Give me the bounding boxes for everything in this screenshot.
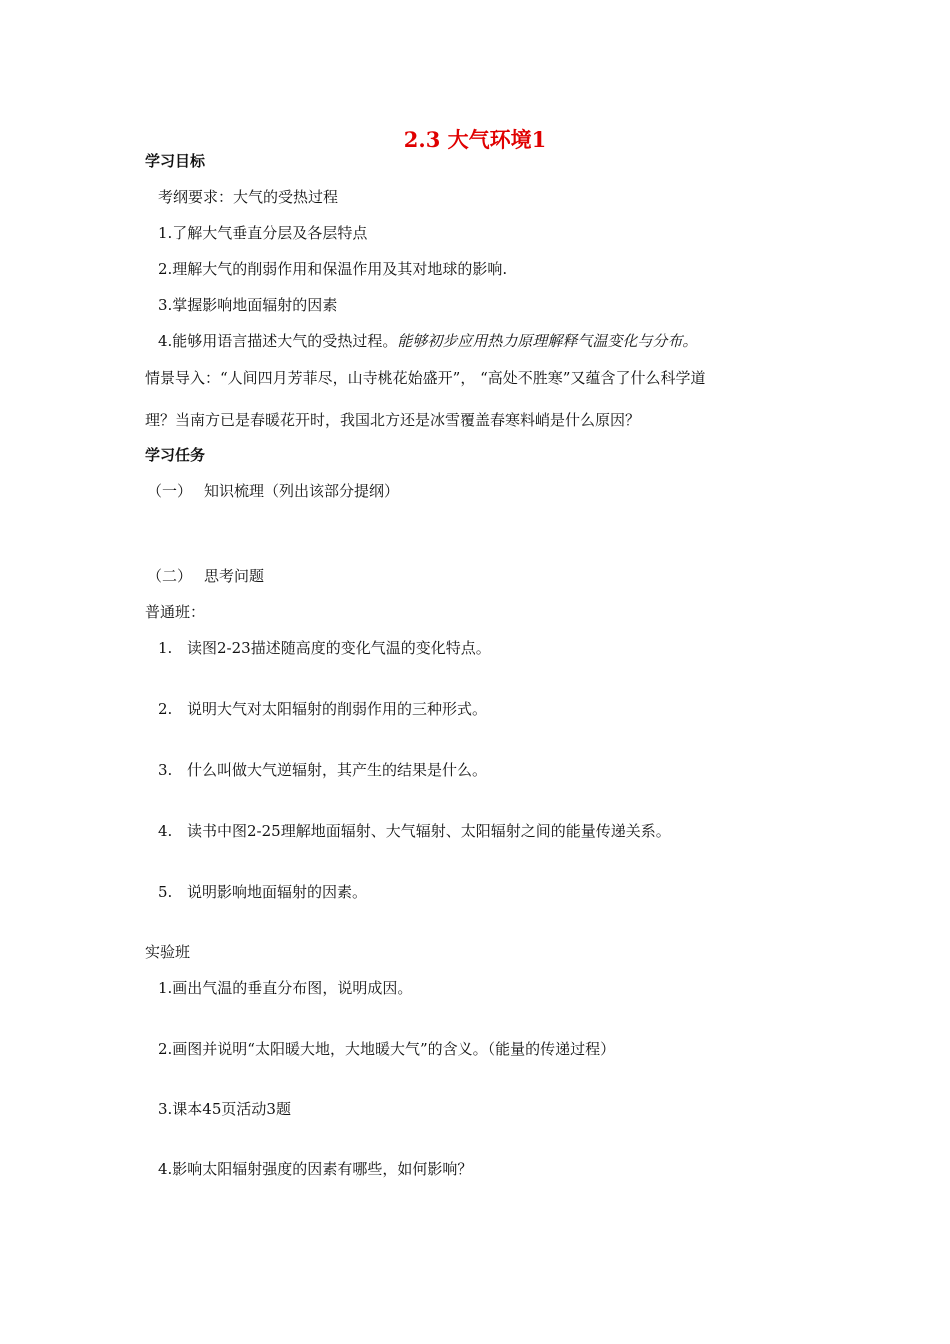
intro-line-2: 理？当南方已是春暖花开时，我国北方还是冰雪覆盖春寒料峭是什么原因？ xyxy=(145,411,641,429)
task-part-2-label: 思考问题 xyxy=(204,567,265,585)
objective-item-4 xyxy=(158,331,697,351)
regular-item-number: 5. xyxy=(158,883,173,901)
regular-item-text: 说明大气对太阳辐射的削弱作用的三种形式。 xyxy=(187,700,488,718)
regular-item-number: 4. xyxy=(158,822,173,840)
regular-item-text: 读书中图2-25理解地面辐射、大气辐射、太阳辐射之间的能量传递关系。 xyxy=(187,822,671,840)
experimental-item: 2.画图并说明“太阳暖大地，大地暖大气”的含义。（能量的传递过程） xyxy=(158,1040,616,1058)
objective-item: 2.理解大气的削弱作用和保温作用及其对地球的影响. xyxy=(158,260,508,278)
regular-class-heading: 普通班： xyxy=(145,603,206,621)
experimental-class-heading: 实验班 xyxy=(145,943,191,961)
regular-item-number: 3. xyxy=(158,761,173,779)
regular-item-text: 读图2-23描述随高度的变化气温的变化特点。 xyxy=(187,639,491,657)
page-title: 2.3 大气环境1 xyxy=(403,127,547,152)
objective-item: 1.了解大气垂直分层及各层特点 xyxy=(158,224,368,242)
regular-item-text: 什么叫做大气逆辐射，其产生的结果是什么。 xyxy=(187,761,488,779)
task-part-1-label: 知识梳理（列出该部分提纲） xyxy=(204,482,400,500)
regular-item-number: 1. xyxy=(158,639,173,657)
tasks-heading: 学习任务 xyxy=(145,446,206,464)
objective-item: 3.掌握影响地面辐射的因素 xyxy=(158,296,338,314)
objectives-heading: 学习目标 xyxy=(145,152,206,170)
objective-item-4-main: 4.能够用语言描述大气的受热过程。 xyxy=(158,332,398,350)
regular-item-number: 2. xyxy=(158,700,173,718)
objective-item-4-italic: 能够初步应用热力原理解释气温变化与分布。 xyxy=(397,332,698,350)
experimental-item: 1.画出气温的垂直分布图，说明成因。 xyxy=(158,979,413,997)
experimental-item: 4.影响太阳辐射强度的因素有哪些，如何影响？ xyxy=(158,1160,473,1178)
intro-line-1: 情景导入：“人间四月芳菲尽，山寺桃花始盛开”， “高处不胜寒”又蕴含了什么科学道 xyxy=(145,369,706,387)
regular-item-text: 说明影响地面辐射的因素。 xyxy=(187,883,368,901)
experimental-item: 3.课本45页活动3题 xyxy=(158,1100,291,1118)
task-part-1-number: （一） xyxy=(147,482,193,500)
task-part-2-number: （二） xyxy=(147,567,193,585)
syllabus-requirement: 考纲要求：大气的受热过程 xyxy=(158,188,339,206)
